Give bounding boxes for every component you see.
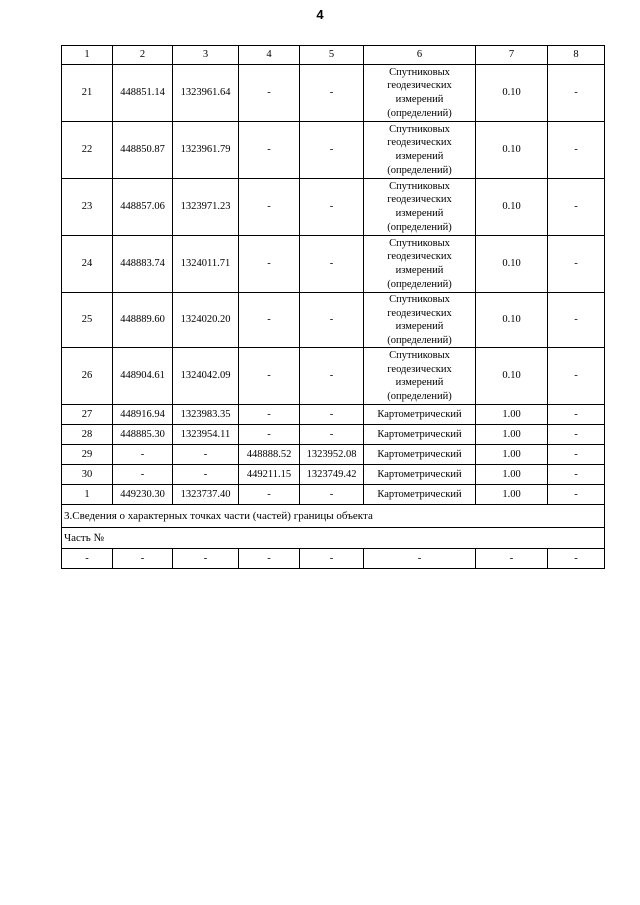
coord-y-new: - [300,485,364,505]
table-row [62,405,605,425]
coord-x: 448904.61 [113,348,173,405]
coord-x-new: 448888.52 [239,445,300,465]
header-cell: 2 [113,46,173,65]
accuracy: 0.10 [476,293,548,348]
coord-x-new: - [239,122,300,179]
empty-cell: - [548,549,605,569]
page-number: 4 [316,7,324,22]
point-number: 24 [62,236,113,293]
accuracy: 1.00 [476,445,548,465]
description: - [548,179,605,236]
coord-x-new: 449211.15 [239,465,300,485]
coord-x: 448916.94 [113,405,173,425]
accuracy: 0.10 [476,179,548,236]
part-row [62,528,605,549]
header-cell: 7 [476,46,548,65]
empty-cell: - [113,549,173,569]
method: Спутниковых геодезических измерений (определений) [364,293,476,348]
table-row [62,236,605,293]
accuracy: 0.10 [476,122,548,179]
coord-x-new: - [239,293,300,348]
table-header-row [62,46,605,65]
description: - [548,236,605,293]
method: Картометрический [364,485,476,505]
coord-y-new: - [300,65,364,122]
table-row [62,485,605,505]
coord-x-new: - [239,179,300,236]
table-row [62,122,605,179]
table-row [62,348,605,405]
coord-x: 448850.87 [113,122,173,179]
method: Картометрический [364,445,476,465]
coord-y-new: - [300,405,364,425]
point-number: 30 [62,465,113,485]
table-row [62,293,605,348]
accuracy: 1.00 [476,425,548,445]
coord-x-new: - [239,425,300,445]
header-cell: 5 [300,46,364,65]
coord-x: - [113,465,173,485]
coord-x: 448851.14 [113,65,173,122]
description: - [548,293,605,348]
coord-x-new: - [239,485,300,505]
method: Картометрический [364,405,476,425]
coord-y: 1323971.23 [173,179,239,236]
description: - [548,485,605,505]
coord-y-new: - [300,348,364,405]
coord-y-new: - [300,122,364,179]
accuracy: 1.00 [476,485,548,505]
coord-y-new: - [300,293,364,348]
accuracy: 0.10 [476,348,548,405]
description: - [548,122,605,179]
coord-y: 1324011.71 [173,236,239,293]
empty-cell: - [62,549,113,569]
coord-x-new: - [239,405,300,425]
point-number: 21 [62,65,113,122]
coord-y-new: - [300,236,364,293]
point-number: 28 [62,425,113,445]
description: - [548,65,605,122]
section-3-title: 3.Сведения о характерных точках части (частей) границы объекта [62,505,605,528]
coord-x: - [113,445,173,465]
method: Картометрический [364,465,476,485]
header-cell: 1 [62,46,113,65]
table-row [62,179,605,236]
coord-y-new: 1323749.42 [300,465,364,485]
coord-y: 1323983.35 [173,405,239,425]
coord-y-new: - [300,425,364,445]
coord-y: 1323961.79 [173,122,239,179]
table-row [62,465,605,485]
point-number: 1 [62,485,113,505]
coord-x: 448857.06 [113,179,173,236]
coord-y: - [173,465,239,485]
header-cell: 4 [239,46,300,65]
coord-x: 448889.60 [113,293,173,348]
table-row [62,65,605,122]
point-number: 29 [62,445,113,465]
coord-x: 448883.74 [113,236,173,293]
coord-y: 1323954.11 [173,425,239,445]
method: Спутниковых геодезических измерений (определений) [364,236,476,293]
description: - [548,348,605,405]
coord-y-new: 1323952.08 [300,445,364,465]
coord-x: 449230.30 [113,485,173,505]
accuracy: 1.00 [476,465,548,485]
table-row [62,445,605,465]
empty-cell: - [364,549,476,569]
accuracy: 0.10 [476,236,548,293]
empty-cell: - [239,549,300,569]
coord-x-new: - [239,348,300,405]
empty-cell: - [476,549,548,569]
method: Спутниковых геодезических измерений (определений) [364,65,476,122]
point-number: 22 [62,122,113,179]
coord-x-new: - [239,65,300,122]
coord-x: 448885.30 [113,425,173,445]
coord-y: - [173,445,239,465]
header-cell: 8 [548,46,605,65]
empty-cell: - [173,549,239,569]
description: - [548,405,605,425]
description: - [548,425,605,445]
header-cell: 6 [364,46,476,65]
description: - [548,445,605,465]
coord-x-new: - [239,236,300,293]
coord-y: 1324042.09 [173,348,239,405]
point-number: 25 [62,293,113,348]
section-3-row [62,505,605,528]
method: Спутниковых геодезических измерений (определений) [364,179,476,236]
coord-y: 1323961.64 [173,65,239,122]
table-row [62,425,605,445]
coord-y: 1323737.40 [173,485,239,505]
method: Картометрический [364,425,476,445]
header-cell: 3 [173,46,239,65]
coord-y-new: - [300,179,364,236]
part-number-label: Часть № [62,528,605,549]
point-number: 23 [62,179,113,236]
empty-cell: - [300,549,364,569]
method: Спутниковых геодезических измерений (определений) [364,348,476,405]
accuracy: 0.10 [476,65,548,122]
point-number: 26 [62,348,113,405]
method: Спутниковых геодезических измерений (определений) [364,122,476,179]
empty-data-row [62,549,605,569]
coord-y: 1324020.20 [173,293,239,348]
point-number: 27 [62,405,113,425]
boundary-points-table [61,45,605,569]
description: - [548,465,605,485]
accuracy: 1.00 [476,405,548,425]
